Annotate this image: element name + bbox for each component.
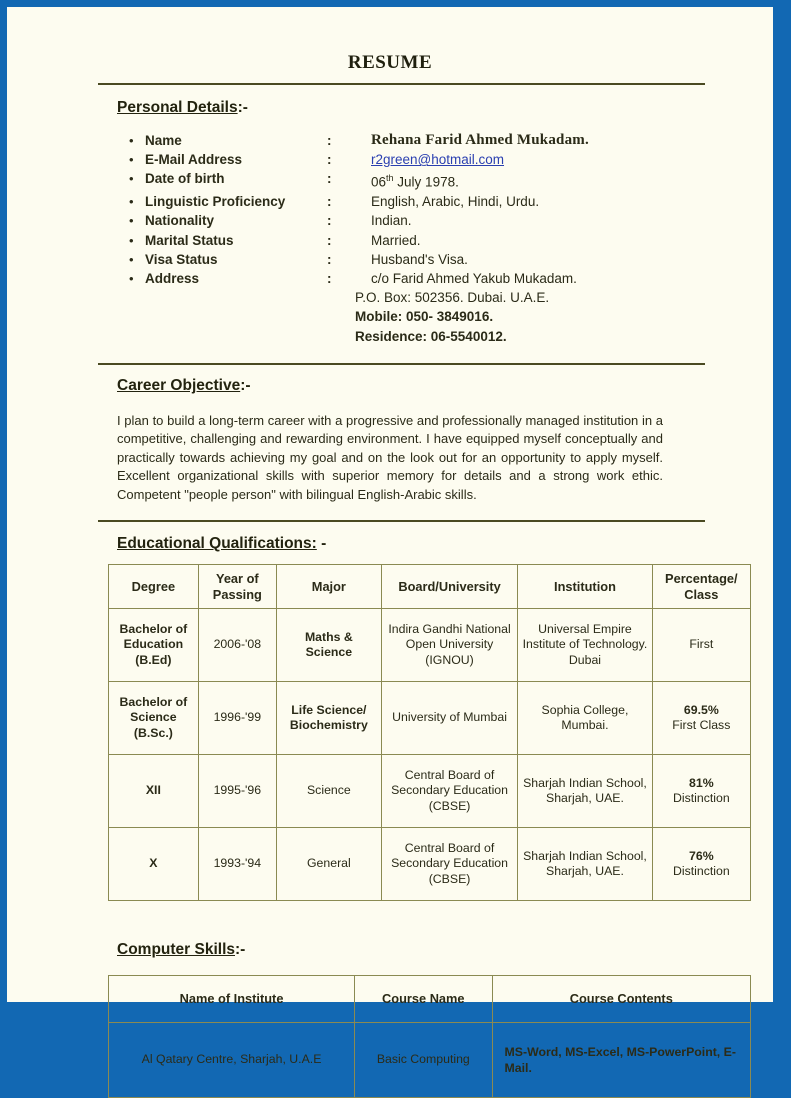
detail-label: Date of birth [145,171,225,187]
cell-board: University of Mumbai [381,682,517,755]
personal-details-list [7,131,773,288]
detail-value: English, Arabic, Hindi, Urdu. [371,194,540,210]
table-header-row [109,976,751,1023]
detail-colon: : [327,232,332,248]
list-item [7,211,773,230]
percentage-value: 81% [689,775,714,790]
column-header-institute: Name of Institute [109,976,355,1023]
dob-day: 06 [371,174,387,190]
address-residence: Residence: 06-5540012. [355,328,507,344]
section-heading-personal-details [117,99,773,117]
percentage-class: Distinction [672,791,730,806]
cell-institution: Universal Empire Institute of Technology. Dubai [518,609,652,682]
bullet-icon: • [129,152,134,168]
table-header-row [109,565,751,609]
list-item [7,192,773,211]
address-mobile: Mobile: 050- 3849016. [355,309,494,325]
cell-year: 1993-'94 [198,828,276,901]
career-objective-divider [98,520,705,522]
education-table [108,564,751,901]
career-objective-heading-text: Career Objective [117,376,241,394]
column-header-year: Year of Passing [198,565,276,609]
column-header-course-contents: Course Contents [492,976,750,1023]
bullet-icon: • [129,251,134,267]
cell-institute: Al Qatary Centre, Sharjah, U.A.E [109,1023,355,1098]
list-item [7,131,773,150]
education-heading-suffix: - [316,535,327,553]
cell-course-name: Basic Computing [355,1023,492,1098]
resume-sheet [7,7,773,1076]
detail-colon: : [327,194,332,210]
table-row [109,682,751,755]
detail-label: Marital Status [145,232,234,248]
cell-board: Central Board of Secondary Education (CBSE) [381,755,517,828]
column-header-course-name: Course Name [355,976,492,1023]
percentage-class: Distinction [672,864,730,879]
career-objective-body: I plan to build a long-term career with a progressive and professionally managed institution in a competitive, challenging and rewarding environment. I have equipped myself conceptually and practically towards achieving my goal and on the look out for an opportunity to apply myself. Excellent organizational skills with superior memory for details and a strong work ethic. Competent "people person" with bilingual English-Arabic skills. [117,412,663,502]
cell-year: 1995-'96 [198,755,276,828]
percentage-class: First Class [672,718,731,733]
cell-major: Science [276,755,381,828]
detail-value-name: Rehana Farid Ahmed Mukadam. [371,132,589,148]
section-heading-computer-skills [117,941,773,959]
personal-details-heading-text: Personal Details [117,99,238,116]
cell-percentage [652,682,750,755]
detail-value: c/o Farid Ahmed Yakub Mukadam. [371,270,577,286]
cell-year: 2006-'08 [198,609,276,682]
table-row [109,755,751,828]
cell-major: General [276,828,381,901]
table-row [109,828,751,901]
section-heading-educational-qualifications [117,535,773,553]
percentage-value: 76% [689,848,714,863]
section-heading-career-objective [117,377,773,395]
list-item [7,150,773,169]
detail-colon: : [327,251,332,267]
cell-course-contents: MS-Word, MS-Excel, MS-PowerPoint, E-Mail. [492,1023,750,1098]
computer-skills-table [108,975,751,1098]
cell-percentage [652,609,750,682]
cell-board: Central Board of Secondary Education (CBSE) [381,828,517,901]
table-row [109,1023,751,1098]
section-spacer [7,901,773,941]
detail-colon: : [327,213,332,229]
detail-colon: : [327,270,332,286]
bullet-icon: • [129,213,134,229]
cell-degree: XII [109,755,199,828]
cell-board: Indira Gandhi National Open University (IGNOU) [381,609,517,682]
list-item [7,169,773,192]
detail-value-email-wrap [371,150,773,169]
personal-details-heading-suffix: :- [237,99,248,116]
detail-label: Address [145,270,200,286]
column-header-institution: Institution [518,565,652,609]
computer-skills-heading-text: Computer Skills [117,941,235,959]
detail-colon: : [327,152,332,168]
cell-degree: Bachelor of Science (B.Sc.) [109,682,199,755]
column-header-board: Board/University [381,565,517,609]
cell-percentage [652,755,750,828]
detail-label: Name [145,133,182,148]
bullet-icon: • [129,232,134,248]
detail-label: Linguistic Proficiency [145,194,286,210]
cell-institution: Sophia College, Mumbai. [518,682,652,755]
cell-degree: Bachelor of Education (B.Ed) [109,609,199,682]
cell-major: Maths & Science [276,609,381,682]
dob-ordinal-suffix: th [386,173,394,184]
bullet-icon: • [129,133,134,148]
resume-page [7,7,773,1076]
detail-colon: : [327,133,332,148]
title-divider [98,83,705,85]
table-row [109,609,751,682]
detail-value-dob [371,169,773,192]
percentage-value: First [689,637,714,652]
personal-details-divider [98,363,705,365]
list-item [7,250,773,269]
cell-degree: X [109,828,199,901]
page-title: RESUME [347,52,433,73]
cell-major: Life Science/ Biochemistry [276,682,381,755]
cell-year: 1996-'99 [198,682,276,755]
detail-value: Husband's Visa. [371,251,468,267]
bullet-icon: • [129,194,134,210]
column-header-major: Major [276,565,381,609]
column-header-degree: Degree [109,565,199,609]
cell-institution: Sharjah Indian School, Sharjah, UAE. [518,755,652,828]
cell-institution: Sharjah Indian School, Sharjah, UAE. [518,828,652,901]
email-link[interactable]: r2green@hotmail.com [371,152,505,168]
detail-label: Nationality [145,213,215,229]
cell-percentage [652,828,750,901]
percentage-value: 69.5% [683,702,719,717]
computer-skills-heading-suffix: :- [235,941,246,959]
detail-value: Married. [371,232,421,248]
career-objective-heading-suffix: :- [240,376,251,394]
detail-label: Visa Status [145,251,218,267]
bullet-icon: • [129,270,134,286]
list-item [7,231,773,250]
address-po-box: P.O. Box: 502356. Dubai. U.A.E. [355,290,550,306]
bullet-icon: • [129,171,134,187]
column-header-percentage: Percentage/ Class [652,565,750,609]
list-item [7,269,773,288]
detail-value: Indian. [371,213,412,229]
dob-rest: July 1978. [393,174,459,190]
detail-colon: : [327,171,332,187]
detail-label: E-Mail Address [145,152,243,168]
education-heading-text: Educational Qualifications: [117,535,317,553]
